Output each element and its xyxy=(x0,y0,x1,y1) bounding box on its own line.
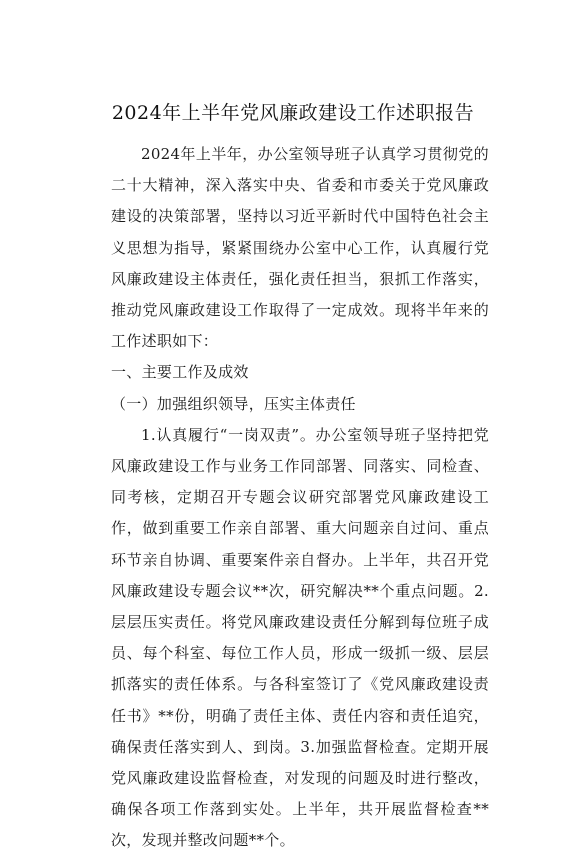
intro-paragraph: 2024年上半年，办公室领导班子认真学习贯彻党的二十大精神，深入落实中央、省委和市委关于党风廉政建设的决策部署，坚持以习近平新时代中国特色社会主义思想为指导，紧紧围绕办公室中心工作，认真履行党风廉政建设主体责任，强化责任担当，狠抓工作落实，推动党风廉政建设工作取得了一定成效。现将半年来的工作述职如下： xyxy=(111,145,489,351)
subsection-heading-organization: （一）加强组织领导，压实主体责任 xyxy=(111,394,356,413)
section-heading-main-work: 一、主要工作及成效 xyxy=(111,363,249,382)
document-body xyxy=(111,139,489,857)
subsection-paragraph-responsibility: 1.认真履行“一岗双责”。办公室领导班子坚持把党风廉政建设工作与业务工作同部署、同落实、同检查、同考核，定期召开专题会议研究部署党风廉政建设工作，做到重要工作亲自部署、重大问题亲自过问、重点环节亲自协调、重要案件亲自督办。上半年，共召开党风廉政建设专题会议**次，研究解决**个重点问题。2.层层压实责任。将党风廉政建设责任分解到每位班子成员、每个科室、每位工作人员，形成一级抓一级、层层抓落实的责任体系。与各科室签订了《党风廉政建设责任书》**份，明确了责任主体、责任内容和责任追究，确保责任落实到人、到岗。3.加强监督检查。定期开展党风廉政建设监督检查，对发现的问题及时进行整改，确保各项工作落到实处。上半年，共开展监督检查**次，发现并整改问题**个。 xyxy=(111,425,489,850)
document-title: 2024年上半年党风廉政建设工作述职报告 xyxy=(111,102,475,124)
